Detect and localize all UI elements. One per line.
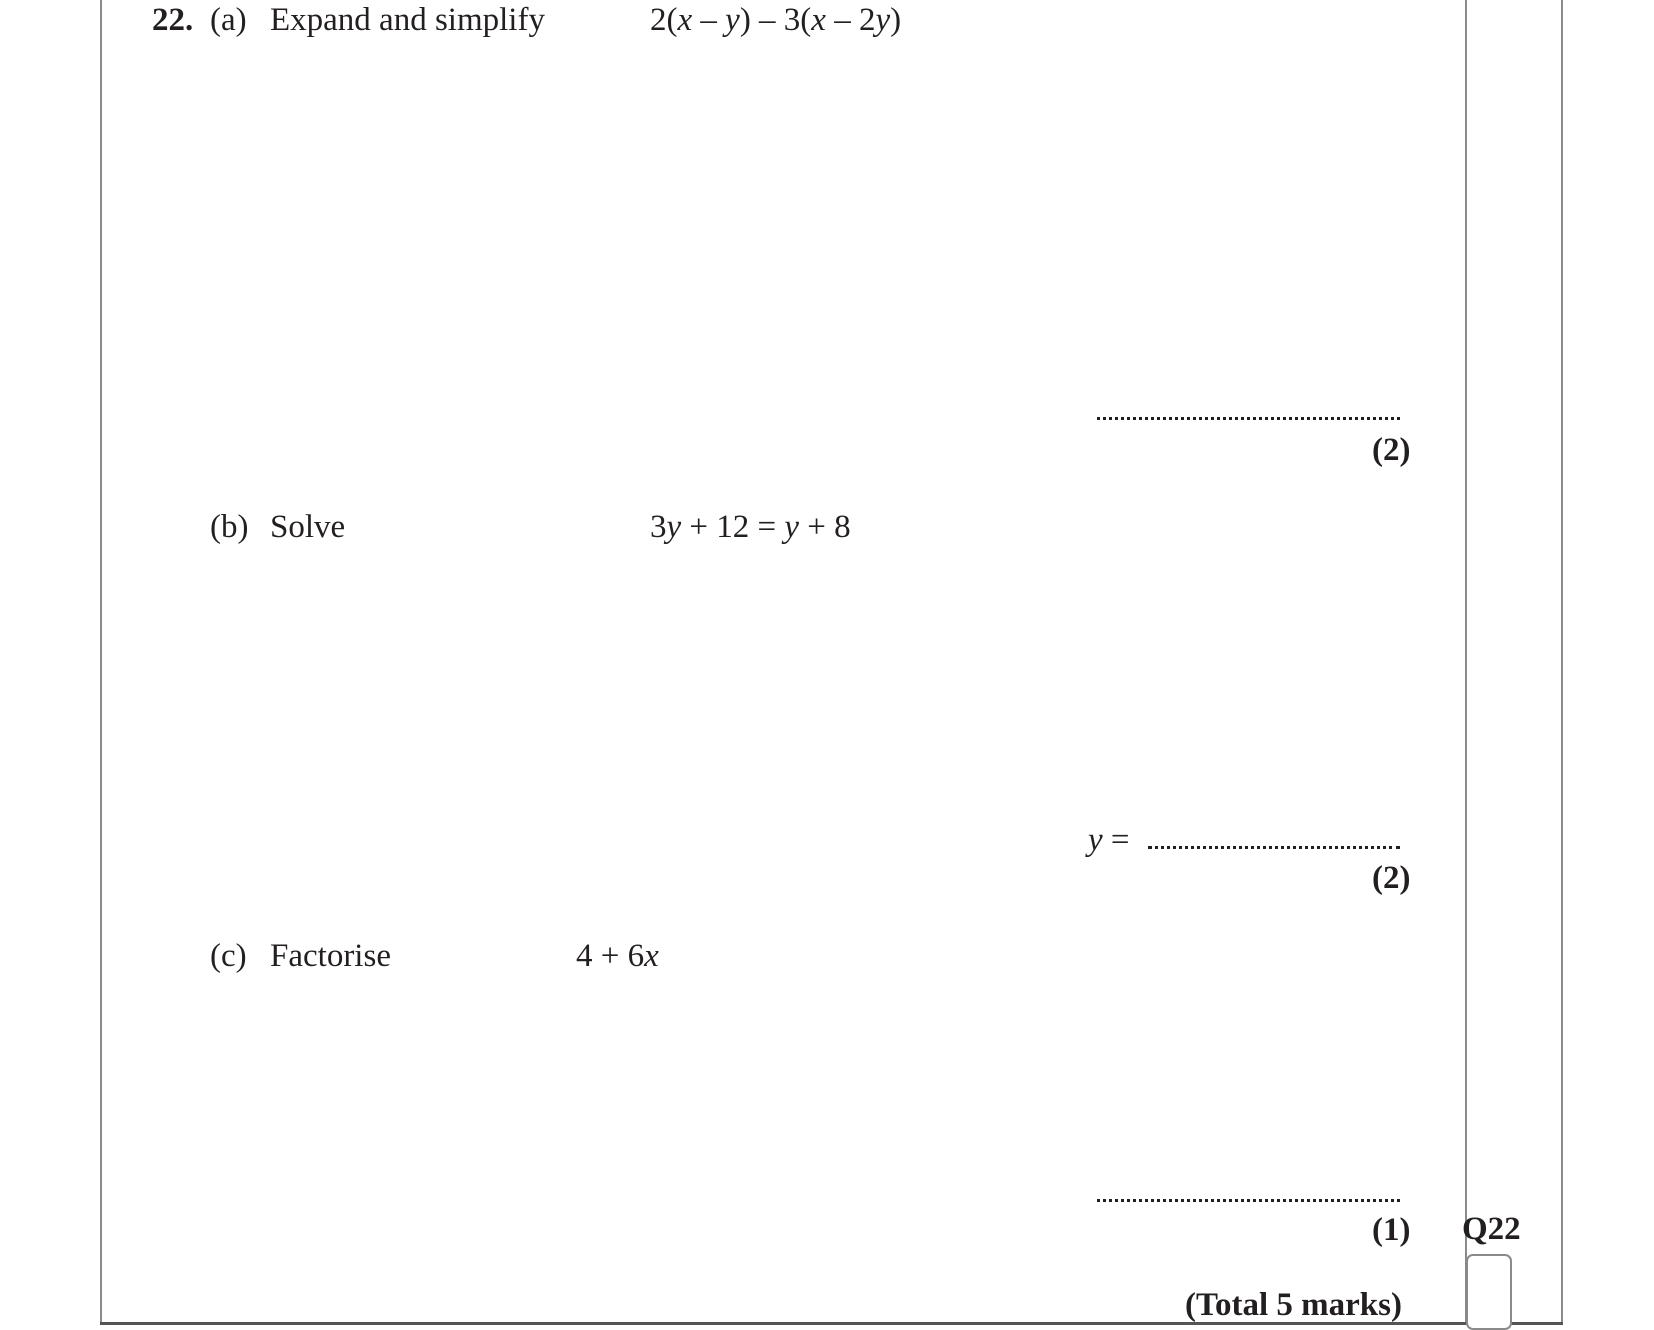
part-b-answer-prefix: y = <box>1088 822 1130 858</box>
part-b-marks: (2) <box>1372 860 1411 896</box>
examiner-mark-box <box>1466 1254 1512 1330</box>
total-marks: (Total 5 marks) <box>1185 1287 1402 1323</box>
part-c-answer-line[interactable] <box>1097 1199 1400 1202</box>
margin-border <box>1465 0 1467 1325</box>
part-a-marks: (2) <box>1372 432 1411 468</box>
part-b-answer-line[interactable] <box>1148 846 1400 849</box>
part-a-label: (a) <box>210 2 247 38</box>
part-b-instruction: Solve <box>270 509 346 545</box>
right-border <box>1561 0 1563 1325</box>
question-number: 22. <box>152 2 194 38</box>
part-a-answer-line[interactable] <box>1097 417 1400 420</box>
part-a-instruction: Expand and simplify <box>270 2 545 38</box>
part-c-instruction: Factorise <box>270 938 391 974</box>
part-a-expression: 2(x – y) – 3(x – 2y) <box>650 2 902 38</box>
margin-question-code: Q22 <box>1462 1211 1521 1247</box>
part-c-marks: (1) <box>1372 1212 1411 1248</box>
part-b-label: (b) <box>210 509 249 545</box>
part-c-expression: 4 + 6x <box>576 938 659 974</box>
part-c-label: (c) <box>210 938 247 974</box>
part-b-expression: 3y + 12 = y + 8 <box>650 509 851 545</box>
left-border <box>100 0 102 1325</box>
